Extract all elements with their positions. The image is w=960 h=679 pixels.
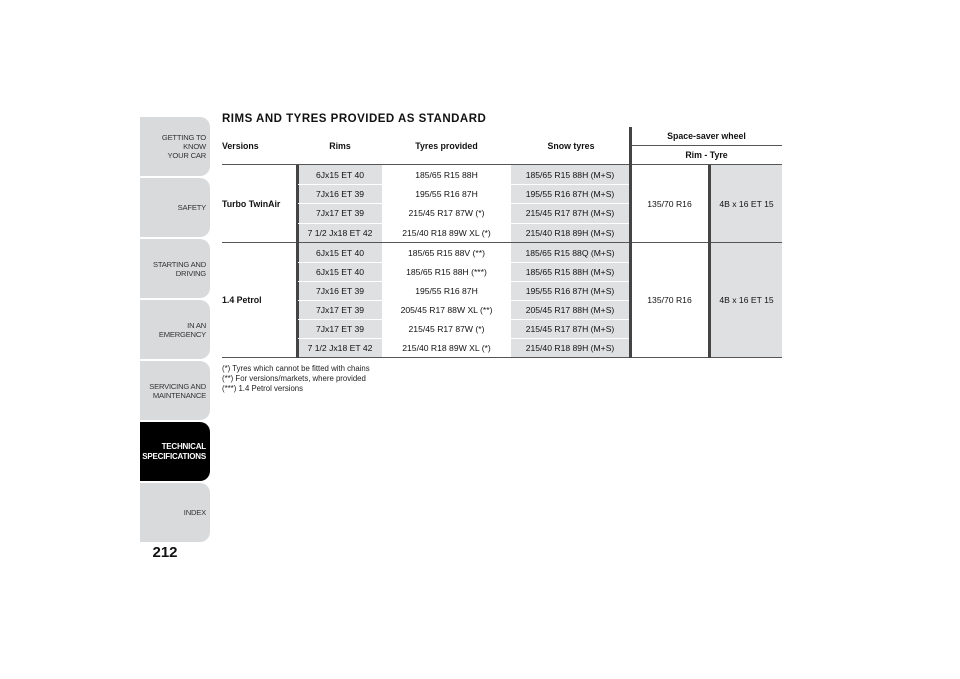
spare-header-rule bbox=[631, 145, 782, 146]
rim-cell: 7Jx17 ET 39 bbox=[315, 304, 365, 315]
row-separator bbox=[511, 184, 629, 185]
row-separator bbox=[511, 262, 629, 263]
rim-cell: 7 1/2 Jx18 ET 42 bbox=[307, 227, 373, 238]
rim-cell: 6Jx15 ET 40 bbox=[315, 266, 365, 277]
rim-cell: 7Jx16 ET 39 bbox=[315, 285, 365, 296]
footnotes bbox=[222, 364, 370, 394]
row-separator bbox=[511, 338, 629, 339]
row-separator bbox=[298, 338, 382, 339]
footnote: (*) Tyres which cannot be fitted with chains bbox=[222, 364, 370, 373]
tab-servicing[interactable] bbox=[140, 361, 210, 420]
tab-emergency[interactable] bbox=[140, 300, 210, 359]
tab-label: TECHNICAL SPECIFICATIONS bbox=[142, 441, 206, 461]
snow-cell: 215/45 R17 87H (M+S) bbox=[525, 208, 615, 218]
header-spare-sub: Rim - Tyre bbox=[685, 150, 728, 160]
tyre-cell: 185/65 R15 88H (***) bbox=[406, 266, 487, 277]
tyre-cell: 205/45 R17 88W XL (**) bbox=[400, 304, 493, 315]
row-separator bbox=[298, 281, 382, 282]
snow-cell: 185/65 R15 88Q (M+S) bbox=[525, 247, 615, 258]
version-14-petrol: 1.4 Petrol bbox=[222, 295, 262, 305]
tab-safety[interactable] bbox=[140, 178, 210, 237]
tyre-cell: 185/65 R15 88V (**) bbox=[408, 247, 485, 258]
row-separator bbox=[298, 300, 382, 301]
tab-technical-specifications[interactable] bbox=[140, 422, 210, 481]
tab-label: IN AN EMERGENCY bbox=[158, 320, 206, 339]
snow-cell: 215/40 R18 89H (M+S) bbox=[525, 342, 615, 353]
row-separator bbox=[298, 184, 382, 185]
version-turbo-twinair: Turbo TwinAir bbox=[222, 198, 281, 209]
tab-starting-driving[interactable] bbox=[140, 239, 210, 298]
tab-index[interactable] bbox=[140, 483, 210, 542]
header-spare: Space-saver wheel bbox=[667, 131, 746, 141]
bottom-rule bbox=[222, 357, 782, 358]
row-separator bbox=[511, 300, 629, 301]
snow-cell: 215/45 R17 87H (M+S) bbox=[525, 323, 615, 334]
rim-cell: 7Jx17 ET 39 bbox=[315, 208, 365, 218]
spare-rim: 4B x 16 ET 15 bbox=[719, 295, 774, 305]
snow-cell: 215/40 R18 89H (M+S) bbox=[525, 227, 615, 238]
rim-cell: 6Jx15 ET 40 bbox=[315, 169, 365, 180]
section-title: RIMS AND TYRES PROVIDED AS STANDARD bbox=[222, 113, 487, 125]
tyre-cell: 215/45 R17 87W (*) bbox=[408, 323, 485, 334]
header-rims: Rims bbox=[329, 140, 351, 151]
rim-cell: 7Jx16 ET 39 bbox=[315, 188, 365, 199]
tyre-cell: 215/40 R18 89W XL (*) bbox=[402, 342, 491, 353]
tab-label: GETTING TO KNOW YOUR CAR bbox=[161, 133, 206, 160]
row-separator bbox=[298, 262, 382, 263]
tab-label: INDEX bbox=[183, 508, 206, 517]
footnote: (**) For versions/markets, where provided bbox=[222, 374, 366, 383]
snow-cell: 195/55 R16 87H (M+S) bbox=[525, 188, 615, 199]
row-separator bbox=[298, 203, 382, 204]
footnote: (***) 1.4 Petrol versions bbox=[222, 384, 304, 393]
row-separator bbox=[511, 281, 629, 282]
tyre-cell: 195/55 R16 87H bbox=[415, 285, 478, 296]
spare-tyre: 135/70 R16 bbox=[647, 295, 692, 305]
row-separator bbox=[298, 223, 382, 224]
row-separator bbox=[511, 203, 629, 204]
spare-rim: 4B x 16 ET 15 bbox=[719, 198, 774, 209]
tyre-cell: 215/45 R17 87W (*) bbox=[408, 208, 485, 218]
page-number: 212 bbox=[152, 544, 178, 561]
tyre-cell: 195/55 R16 87H bbox=[415, 188, 478, 199]
rims-tyres-table bbox=[222, 127, 782, 358]
tab-label: SERVICING AND MAINTENANCE bbox=[149, 381, 206, 400]
tab-getting-to-know[interactable] bbox=[140, 117, 210, 176]
snow-cell: 195/55 R16 87H (M+S) bbox=[525, 285, 615, 296]
tab-label: SAFETY bbox=[177, 203, 206, 212]
header-tyres: Tyres provided bbox=[415, 140, 478, 151]
rim-cell: 7 1/2 Jx18 ET 42 bbox=[307, 342, 373, 353]
header-versions: Versions bbox=[222, 140, 259, 151]
row-separator bbox=[511, 223, 629, 224]
header-snow: Snow tyres bbox=[547, 140, 595, 151]
tyre-cell: 215/40 R18 89W XL (*) bbox=[402, 227, 491, 238]
row-separator bbox=[298, 319, 382, 320]
snow-cell: 185/65 R15 88H (M+S) bbox=[525, 169, 615, 180]
rim-cell: 7Jx17 ET 39 bbox=[315, 323, 365, 334]
tab-label: STARTING AND DRIVING bbox=[152, 259, 206, 278]
tyre-cell: 185/65 R15 88H bbox=[415, 169, 478, 180]
snow-cell: 205/45 R17 88H (M+S) bbox=[525, 304, 615, 315]
rim-cell: 6Jx15 ET 40 bbox=[315, 247, 365, 258]
row-separator bbox=[511, 319, 629, 320]
chapter-sidebar bbox=[140, 117, 210, 544]
snow-cell: 185/65 R15 88H (M+S) bbox=[525, 266, 615, 277]
spare-tyre: 135/70 R16 bbox=[647, 198, 692, 209]
